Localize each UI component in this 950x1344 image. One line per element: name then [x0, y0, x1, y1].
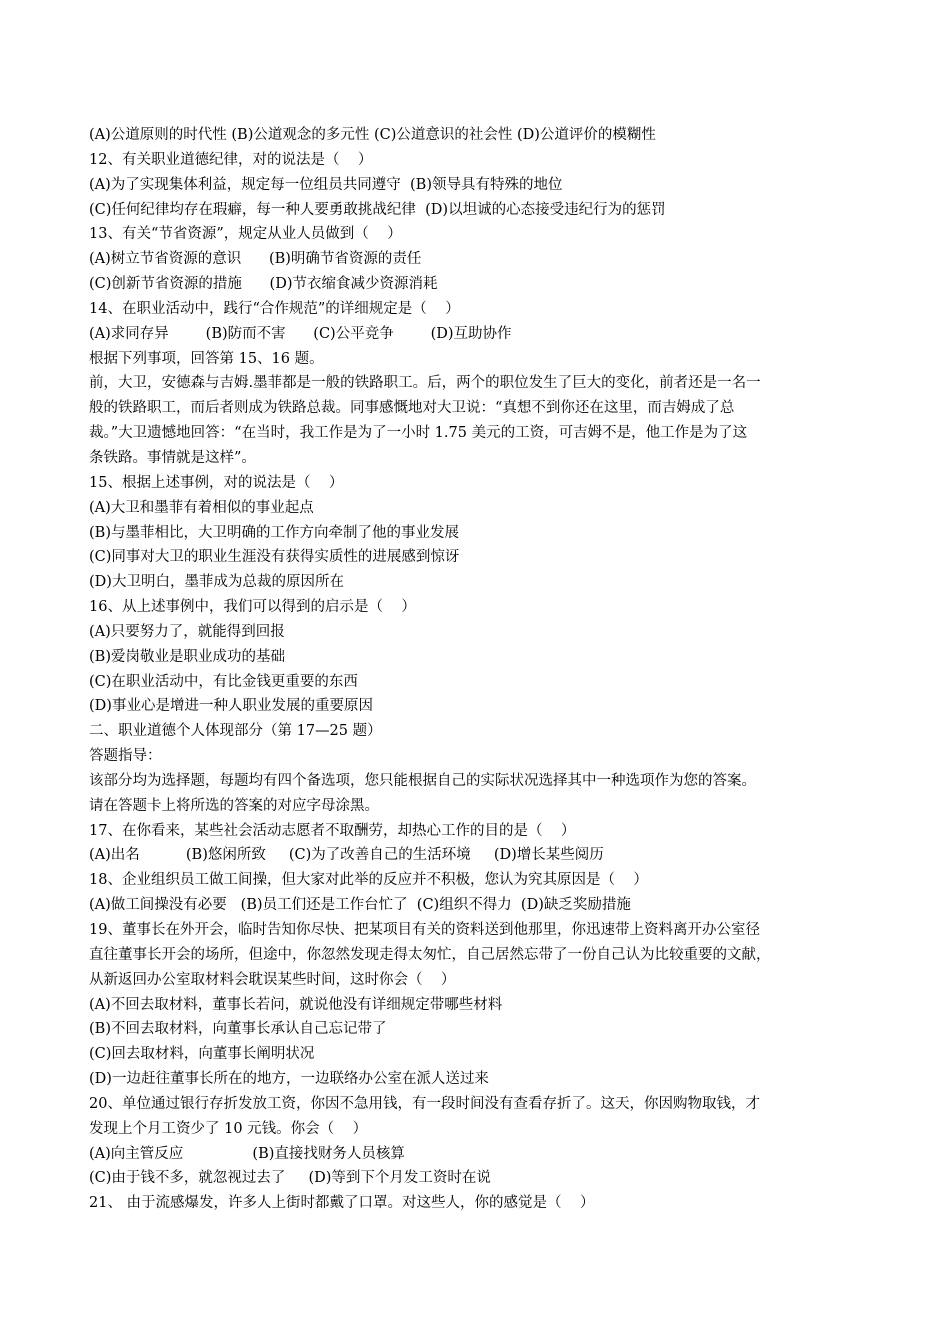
- option-line: (A)出名 (B)悠闲所致 (C)为了改善自己的生活环境 (D)增长某些阅历: [89, 847, 604, 864]
- passage-line: 条铁路。事情就是这样”。: [89, 449, 256, 466]
- instruction-line: 该部分均为选择题，每题均有四个备选项，您只能根据自己的实际状况选择其中一种选项作为您的答案。: [89, 772, 756, 789]
- option-line: (D)一边赶往董事长所在的地方，一边联络办公室在派人送过来: [89, 1071, 489, 1088]
- instruction-line: 请在答题卡上将所选的答案的对应字母涂黑。: [89, 797, 379, 814]
- question-18: 18、企业组织员工做工间操，但大家对此举的反应并不积极，您认为究其原因是（ ）: [89, 872, 648, 889]
- option-line: (A)为了实现集体利益，规定每一位组员共同遵守 (B)领导具有特殊的地位: [89, 176, 563, 193]
- option-line: (B)与墨菲相比，大卫明确的工作方向牵制了他的事业发展: [89, 524, 459, 541]
- question-14: 14、在职业活动中，践行“合作规范”的详细规定是（ ）: [89, 300, 460, 317]
- option-line: (C)在职业活动中，有比金钱更重要的东西: [89, 673, 358, 690]
- question-21: 21、 由于流感爆发，许多人上街时都戴了口罩。对这些人，你的感觉是（ ）: [89, 1195, 595, 1212]
- question-16: 16、从上述事例中，我们可以得到的启示是（ ）: [89, 599, 416, 616]
- question-19-cont: 从新返回办公室取材料会耽误某些时间，这时你会（ ）: [89, 971, 456, 988]
- question-12: 12、有关职业道德纪律，对的说法是（ ）: [89, 151, 373, 168]
- passage-line: 裁。”大卫遗憾地回答：“在当时，我工作是为了一小时 1.75 美元的工资，可吉姆不是，他工作是为了这: [89, 425, 748, 442]
- document-page: [89, 123, 874, 1216]
- option-line: (C)创新节省资源的措施 (D)节衣缩食减少资源消耗: [89, 276, 438, 293]
- option-line: (B)爱岗敬业是职业成功的基础: [89, 648, 285, 665]
- question-19-cont: 直往董事长开会的场所，但途中，你忽然发现走得太匆忙，自己居然忘带了一份自己认为比较重要的文献，: [89, 946, 771, 963]
- question-15: 15、根据上述事例，对的说法是（ ）: [89, 474, 344, 491]
- option-line: (C)同事对大卫的职业生涯没有获得实质性的进展感到惊讶: [89, 549, 460, 566]
- section-heading: 二、职业道德个人体现部分（第 17—25 题）: [89, 723, 382, 740]
- option-line: (A)向主管反应 (B)直接找财务人员核算: [89, 1145, 405, 1162]
- option-line: (A)求同存异 (B)防而不害 (C)公平竞争 (D)互助协作: [89, 325, 512, 342]
- instruction-heading: 答题指导：: [89, 748, 162, 765]
- option-line: (A)做工间操没有必要 (B)员工们还是工作台忙了 (C)组织不得力 (D)缺乏奖励措施: [89, 897, 631, 914]
- option-line: (D)大卫明白，墨菲成为总裁的原因所在: [89, 574, 344, 591]
- question-13: 13、有关“节省资源”，规定从业人员做到（ ）: [89, 226, 402, 243]
- passage-line: 前，大卫，安德森与吉姆.墨菲都是一般的铁路职工。后，两个的职位发生了巨大的变化，前者还是一名一: [89, 375, 761, 392]
- option-line: (C)任何纪律均存在瑕癖，每一种人要勇敢挑战纪律 (D)以坦诚的心态接受违纪行为的惩罚: [89, 201, 666, 218]
- question-17: 17、在你看来，某些社会活动志愿者不取酬劳，却热心工作的目的是（ ）: [89, 822, 576, 839]
- instruction-line: 根据下列事项，回答第 15、16 题。: [89, 350, 324, 367]
- question-20: 20、单位通过银行存折发放工资，你因不急用钱，有一段时间没有查看存折了。这天，你因购物取钱，才: [89, 1095, 760, 1112]
- option-line: (A)不回去取材料，董事长若问，就说他没有详细规定带哪些材料: [89, 996, 503, 1013]
- option-line: (A)只要努力了，就能得到回报: [89, 623, 285, 640]
- option-line: (A)树立节省资源的意识 (B)明确节省资源的责任: [89, 251, 422, 268]
- option-line: (C)由于钱不多，就忽视过去了 (D)等到下个月发工资时在说: [89, 1170, 491, 1187]
- option-line: (B)不回去取材料，向董事长承认自己忘记带了: [89, 1021, 387, 1038]
- option-line: (A)公道原则的时代性 (B)公道观念的多元性 (C)公道意识的社会性 (D)公道评价的模糊性: [89, 127, 656, 143]
- question-19: 19、董事长在外开会，临时告知你尽快、把某项目有关的资料送到他那里，你迅速带上资料离开办公室径: [89, 922, 760, 938]
- question-20-cont: 发现上个月工资少了 10 元钱。你会（ ）: [89, 1120, 368, 1137]
- passage-line: 般的铁路职工，而后者则成为铁路总裁。同事感慨地对大卫说：“真想不到你还在这里，而吉姆成了总: [89, 400, 735, 417]
- option-line: (D)事业心是增进一种人职业发展的重要原因: [89, 698, 373, 715]
- option-line: (A)大卫和墨菲有着相似的事业起点: [89, 499, 314, 516]
- option-line: (C)回去取材料，向董事长阐明状况: [89, 1046, 315, 1063]
